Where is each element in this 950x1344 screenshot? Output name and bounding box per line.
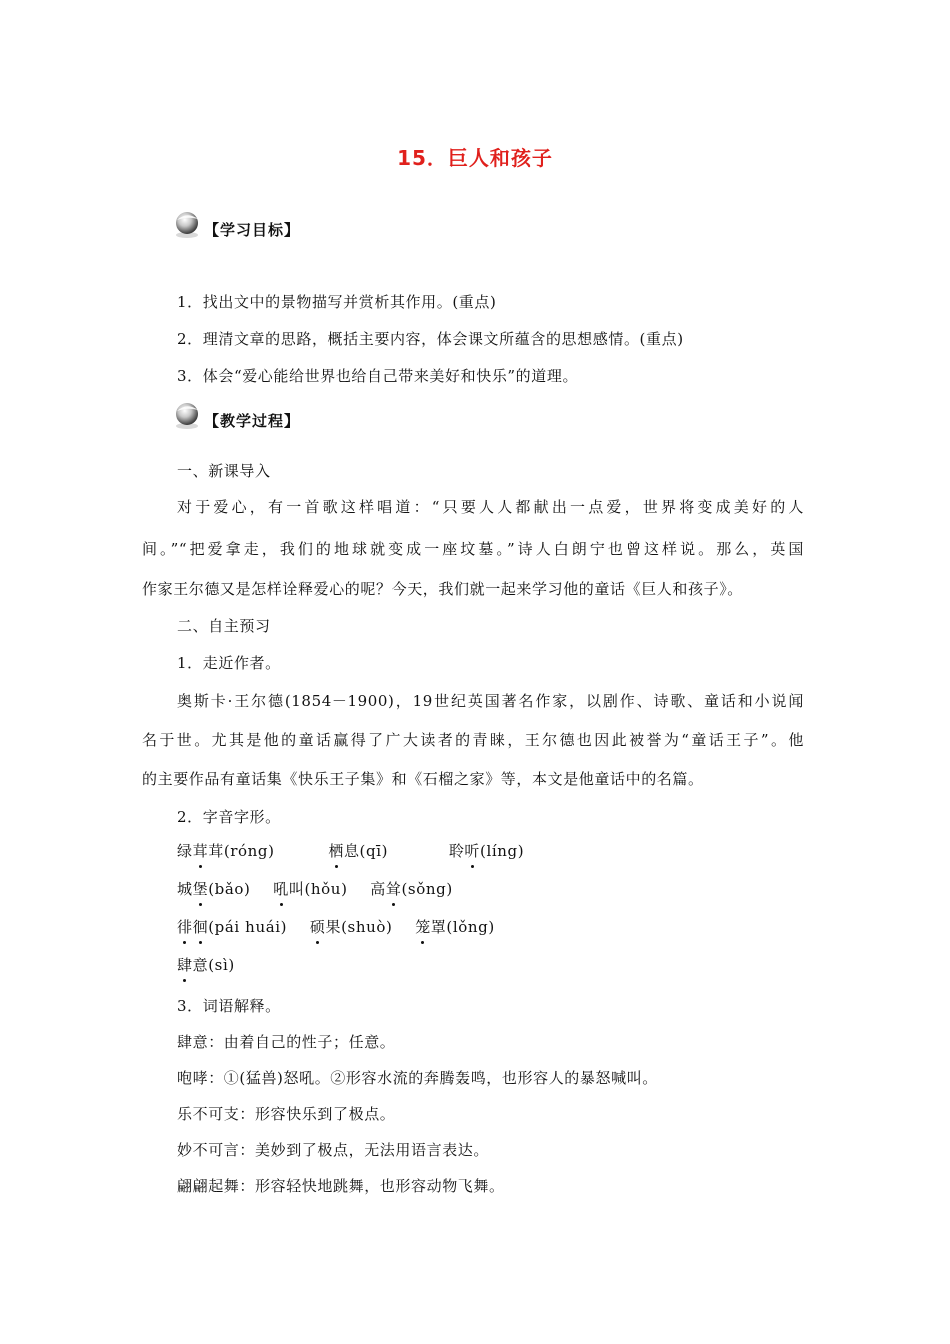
pinyin-entry: 笼罩(lǒng) (415, 918, 495, 936)
section-heading-process (172, 397, 300, 433)
emphasis-char: 肆 (177, 956, 193, 974)
emphasis-char: 吼 (273, 880, 289, 898)
author-line-2: 名于世。尤其是他的童话赢得了广大读者的青睐，王尔德也因此被誉为“童话王子”。他 (142, 731, 804, 749)
author-heading: 1．走近作者。 (177, 654, 281, 672)
words-heading: 3．词语解释。 (177, 997, 281, 1015)
author-line-3: 的主要作品有童话集《快乐王子集》和《石榴之家》等，本文是他童话中的名篇。 (142, 770, 704, 788)
emphasis-char: 听 (464, 842, 481, 860)
pinyin-entry: 肆意(sì) (177, 956, 235, 974)
goal-item-3: 3．体会“爱心能给世界也给自己带来美好和快乐”的道理。 (177, 367, 579, 385)
chars-heading: 2．字音字形。 (177, 808, 281, 826)
word-definition: 肆意：由着自己的性子；任意。 (177, 1033, 396, 1051)
emphasis-char: 徘 (177, 918, 193, 936)
word-definition: 妙不可言：美妙到了极点，无法用语言表达。 (177, 1141, 490, 1159)
section-label: 【教学过程】 (204, 411, 301, 430)
preview-heading: 二、自主预习 (177, 617, 271, 635)
pinyin-entry: 栖息(qī) (328, 842, 389, 860)
word-definition: 咆哮：①(猛兽)怒吼。②形容水流的奔腾轰鸣，也形容人的暴怒喊叫。 (177, 1069, 658, 1087)
pinyin-row-4 (177, 954, 235, 975)
emphasis-char: 堡 (192, 880, 209, 898)
pinyin-entry: 吼叫(hǒu) (273, 880, 348, 898)
word-definition: 乐不可支：形容快乐到了极点。 (177, 1105, 396, 1123)
pinyin-entry: 绿茸茸(róng) (177, 842, 275, 860)
intro-line-2: 间。”“把爱拿走，我们的地球就变成一座坟墓。”诗人白朗宁也曾这样说。那么，英国 (142, 540, 804, 558)
pinyin-entry: 高耸(sǒng) (370, 880, 453, 898)
silver-ball-icon (172, 209, 204, 239)
emphasis-char: 徊 (192, 918, 209, 936)
pinyin-row-1 (177, 840, 524, 861)
goal-item-2: 2．理清文章的思路，概括主要内容，体会课文所蕴含的思想感情。(重点) (177, 330, 684, 348)
goal-item-1: 1．找出文中的景物描写并赏析其作用。(重点) (177, 293, 497, 311)
silver-ball-icon (172, 400, 204, 430)
intro-line-3: 作家王尔德又是怎样诠释爱心的呢？今天，我们就一起来学习他的童话《巨人和孩子》。 (142, 580, 743, 598)
page-title: 15．巨人和孩子 (397, 146, 553, 170)
pinyin-row-2 (177, 878, 453, 899)
emphasis-char: 栖 (328, 842, 344, 860)
emphasis-char: 笼 (415, 918, 431, 936)
emphasis-char: 茸 (192, 842, 209, 860)
pinyin-row-3 (177, 916, 495, 937)
author-line-1: 奥斯卡·王尔德(1854－1900)，19世纪英国著名作家，以剧作、诗歌、童话和小说闻 (177, 692, 804, 710)
pinyin-entry: 聆听(líng) (448, 842, 525, 860)
section-heading-goals (172, 206, 300, 242)
intro-line-1: 对于爱心，有一首歌这样唱道：“只要人人都献出一点爱，世界将变成美好的人 (177, 498, 804, 516)
pinyin-entry: 硕果(shuò) (309, 918, 393, 936)
intro-heading: 一、新课导入 (177, 462, 271, 480)
section-label: 【学习目标】 (204, 220, 301, 239)
emphasis-char: 耸 (385, 880, 402, 898)
word-definition: 翩翩起舞：形容轻快地跳舞，也形容动物飞舞。 (177, 1177, 505, 1195)
pinyin-entry: 徘徊(pái huái) (177, 918, 288, 936)
pinyin-entry: 城堡(bǎo) (177, 880, 251, 898)
emphasis-char: 硕 (309, 918, 326, 936)
